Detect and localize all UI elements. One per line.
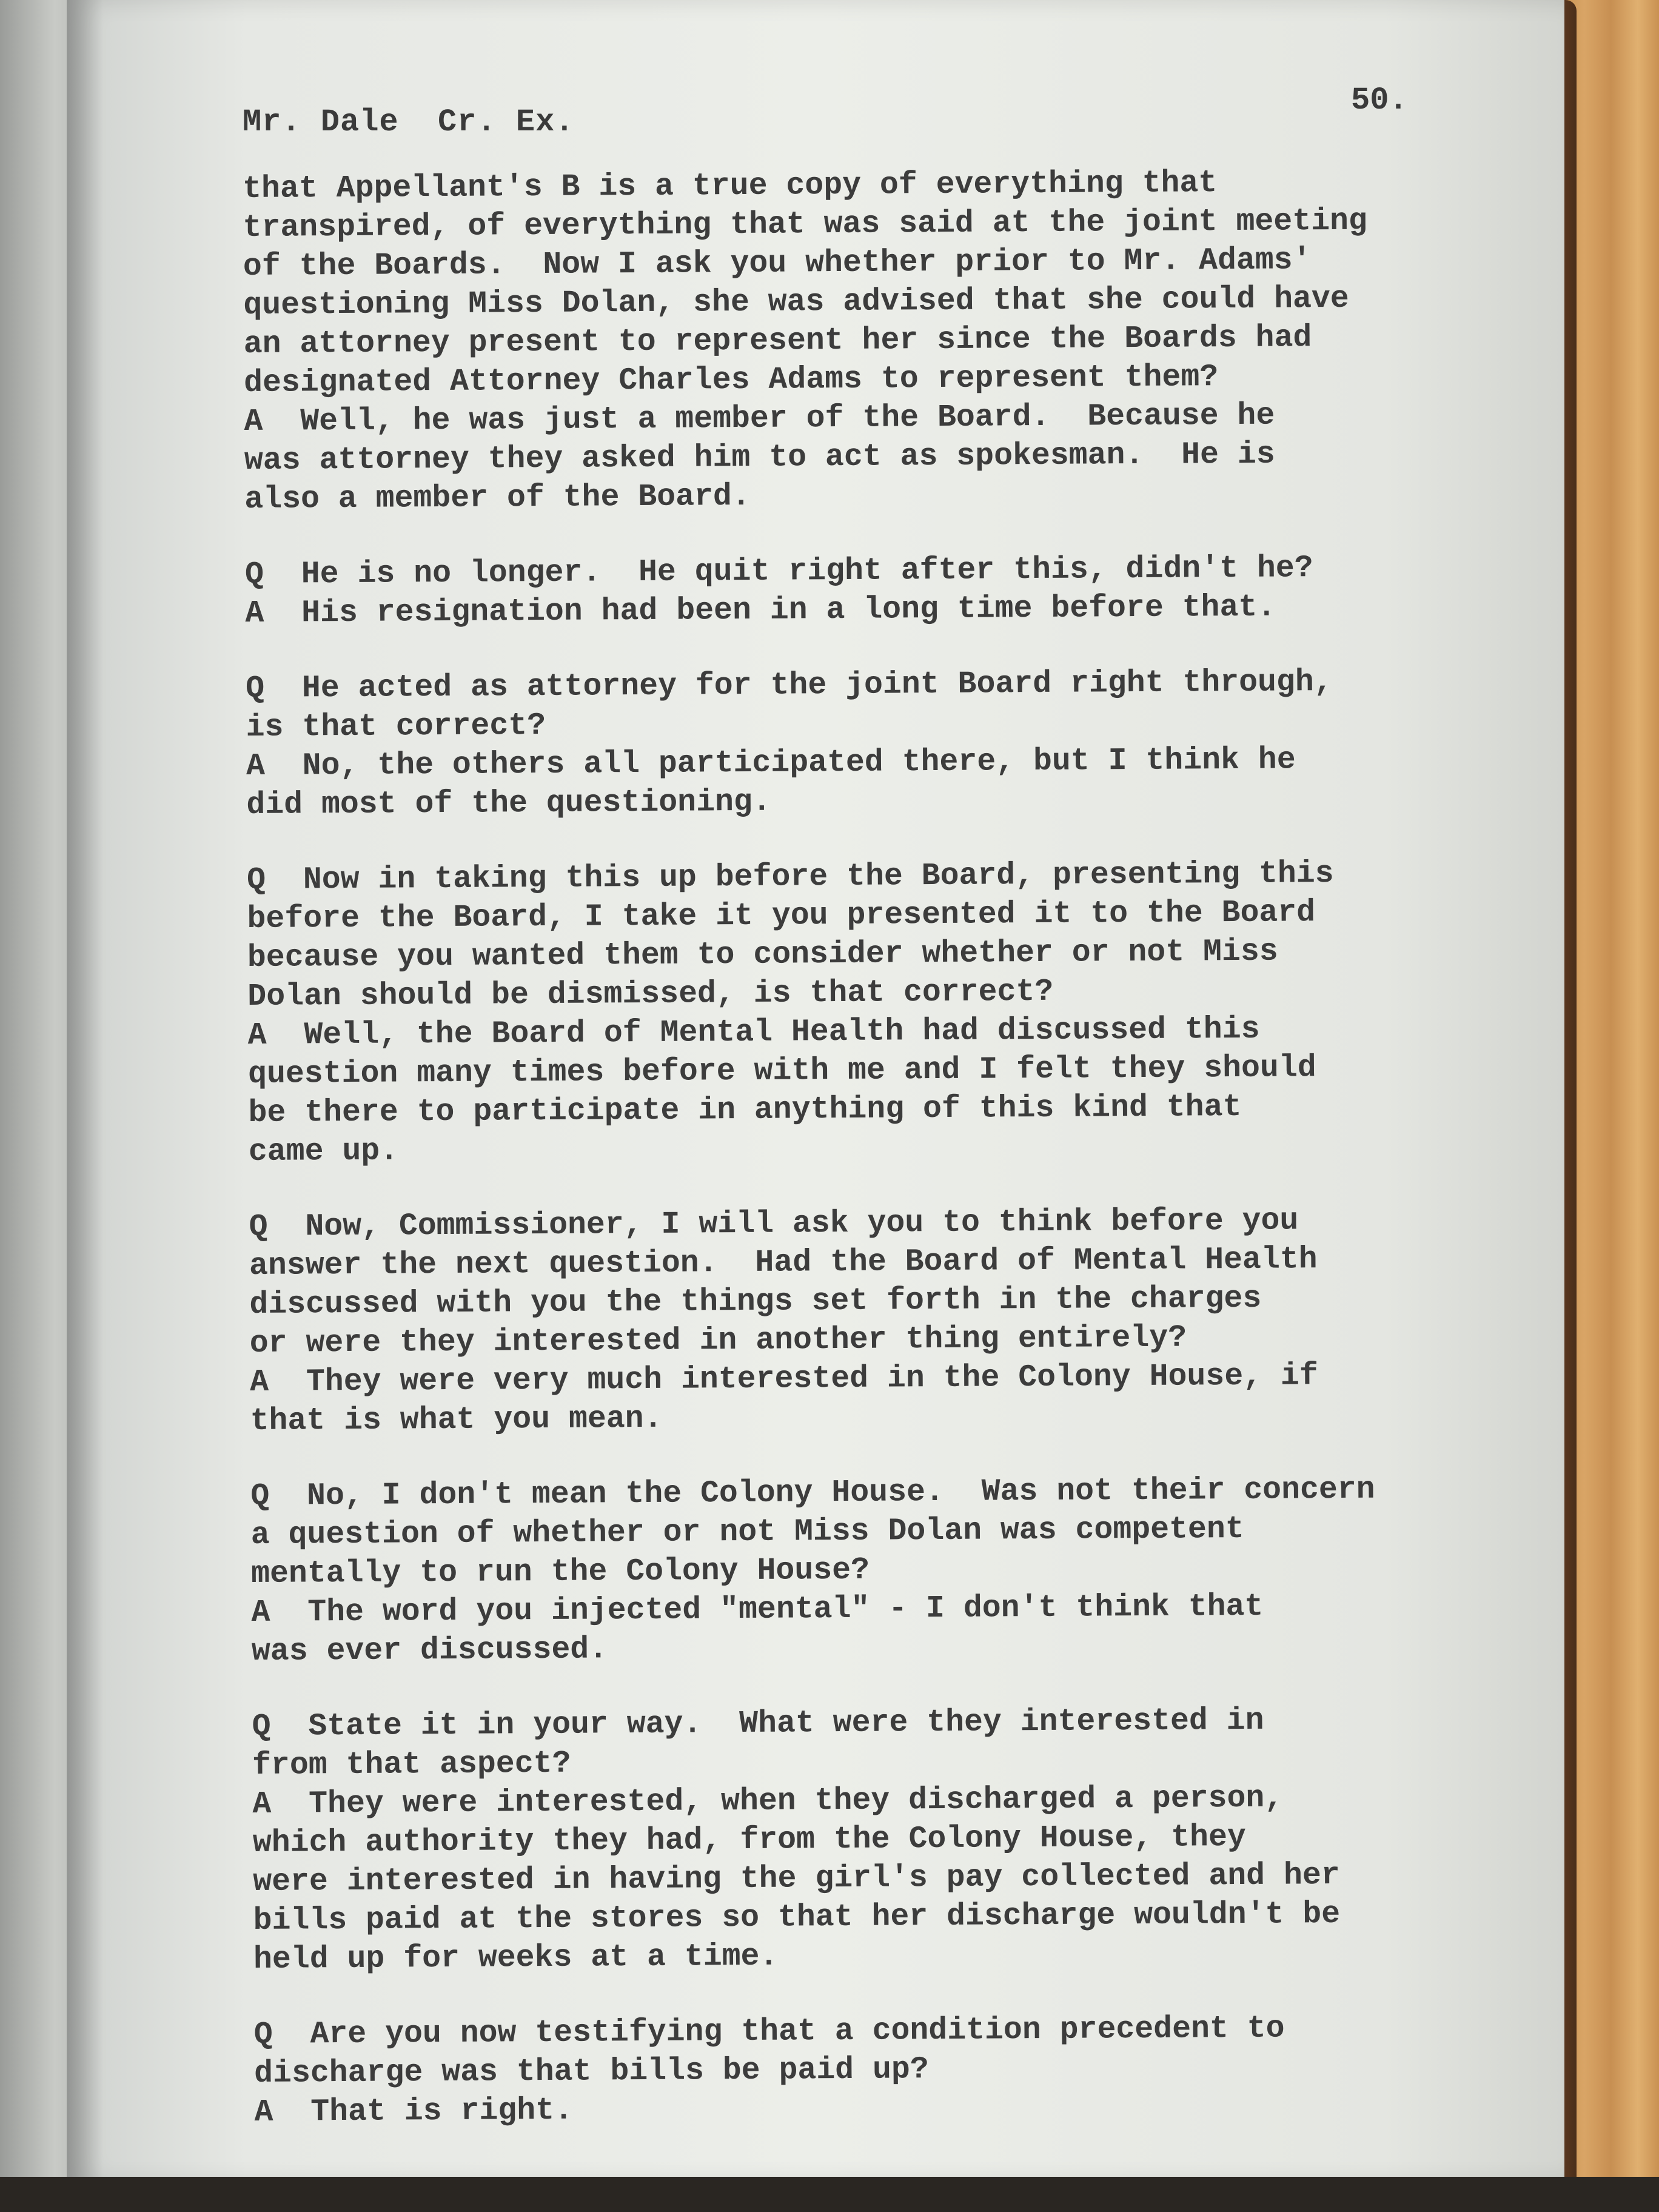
text-line: discussed with you the things set forth in the charges (249, 1281, 1262, 1322)
text-line: bills paid at the stores so that her discharge wouldn't be (253, 1896, 1341, 1939)
paragraph (254, 2008, 1492, 2131)
text-line: Q No, I don't mean the Colony House. Was not their concern (250, 1472, 1375, 1514)
text-line: was attorney they asked him to act as spokesman. He is (244, 437, 1275, 478)
text-line: an attorney present to represent her since the Boards had (243, 320, 1312, 362)
text-line: of the Boards. Now I ask you whether prior to Mr. Adams' (243, 243, 1312, 284)
paragraph (243, 163, 1481, 519)
text-line: that is what you mean. (250, 1401, 663, 1439)
transcript-body (243, 163, 1492, 2168)
text-line: before the Board, I take it you presented it to the Board (247, 895, 1316, 937)
text-line: Q State it in your way. What were they interested in (252, 1703, 1264, 1744)
text-line: A Well, he was just a member of the Board. Because he (244, 398, 1275, 440)
text-line: were interested in having the girl's pay collected and her (253, 1857, 1340, 1900)
text-line: came up. (248, 1133, 399, 1170)
text-line: discharge was that bills be paid up? (254, 2052, 929, 2091)
text-line: Q Now, Commissioner, I will ask you to think before you (249, 1203, 1299, 1245)
text-line: A No, the others all participated there, but I think he (246, 742, 1296, 784)
text-line: that Appellant's B is a true copy of everything that (243, 166, 1218, 207)
text-line: did most of the questioning. (246, 784, 771, 823)
text-line: held up for weeks at a time. (253, 1939, 779, 1977)
page-number: 50. (1351, 82, 1408, 118)
text-line: because you wanted them to consider whether or not Miss (247, 934, 1278, 976)
text-line: designated Attorney Charles Adams to represent them? (243, 360, 1219, 401)
text-line: A They were interested, when they discharged a person, (252, 1780, 1284, 1822)
text-line: Q Are you now testifying that a condition precedent to (253, 2011, 1285, 2053)
paragraph (245, 548, 1483, 633)
text-line: Dolan should be dismissed, is that correct? (247, 974, 1054, 1014)
text-line: was ever discussed. (251, 1632, 608, 1669)
text-line: Q He is no longer. He quit right after this, didn't he? (244, 551, 1313, 592)
text-line: questioning Miss Dolan, she was advised that she could have (243, 281, 1349, 323)
text-line: a question of whether or not Miss Dolan was competent (250, 1511, 1244, 1553)
text-line: question many times before with me and I felt they should (247, 1050, 1316, 1092)
text-line: is that correct? (246, 708, 546, 745)
paragraph (246, 662, 1484, 825)
gutter-shadow (67, 0, 103, 2183)
text-line: A That is right. (254, 2093, 574, 2130)
running-head: Mr. Dale Cr. Ex. (243, 104, 575, 140)
text-line: from that aspect? (252, 1746, 571, 1783)
text-line: mentally to run the Colony House? (250, 1552, 870, 1592)
paragraph (247, 854, 1486, 1171)
text-line: transpired, of everything that was said at the joint meeting (243, 203, 1368, 246)
text-line: Q He acted as attorney for the joint Board right through, (246, 665, 1333, 706)
text-line: be there to participate in anything of this kind that (248, 1089, 1242, 1131)
paragraph (249, 1201, 1487, 1441)
text-line: A The word you injected "mental" - I don't think that (251, 1589, 1264, 1631)
text-line: which authority they had, from the Colony House, they (252, 1819, 1246, 1861)
paragraph (250, 1469, 1489, 1671)
text-line: A They were very much interested in the Colony House, if (250, 1358, 1318, 1400)
bottom-shadow (0, 2177, 1659, 2212)
text-line: answer the next question. Had the Board of Mental Health (249, 1242, 1318, 1284)
text-line: Q Now in taking this up before the Board, presenting this (246, 856, 1334, 898)
text-line: or were they interested in another thing entirely? (249, 1320, 1187, 1361)
text-line: A Well, the Board of Mental Health had discussed this (247, 1011, 1260, 1053)
text-line: A His resignation had been in a long time before that. (245, 589, 1276, 631)
paragraph (252, 1700, 1490, 1979)
text-line: also a member of the Board. (244, 478, 751, 517)
